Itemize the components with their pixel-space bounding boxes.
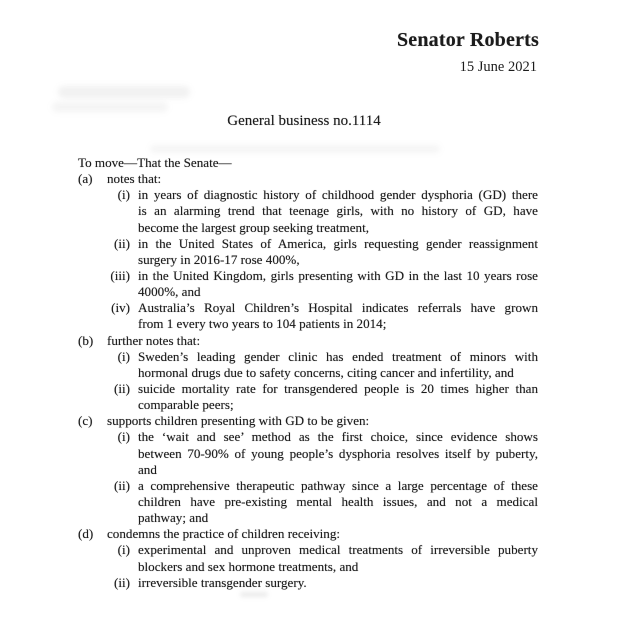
subitem-label: (ii) bbox=[114, 477, 130, 493]
subitem-label: (iii) bbox=[110, 268, 130, 284]
item-content bbox=[107, 526, 538, 591]
text-line: hormonal drugs due to safety concerns, citing cancer and infertility, and bbox=[138, 364, 514, 380]
item-content bbox=[107, 333, 538, 414]
item-content bbox=[107, 413, 538, 526]
text-line: between 70-90% of young people’s dysphoria resolves itself by puberty, bbox=[138, 445, 538, 461]
scan-smudge bbox=[240, 592, 268, 597]
motion-subitem-iv bbox=[107, 300, 538, 332]
item-heading: condemns the practice of children receiving: bbox=[107, 526, 341, 542]
text-line: children have pre-existing mental health issues, and not a medical bbox=[138, 494, 538, 510]
motion-subitem-ii bbox=[107, 236, 538, 268]
subitem-lines bbox=[138, 381, 538, 413]
motion-subitem-i bbox=[107, 349, 538, 381]
subitem-lines bbox=[138, 349, 538, 381]
subitem-label: (iv) bbox=[111, 300, 130, 316]
subitem-label: (i) bbox=[117, 542, 130, 558]
scan-smudge bbox=[58, 86, 190, 98]
item-content bbox=[107, 171, 538, 332]
subitem-lines bbox=[138, 542, 538, 574]
text-line: 4000%, and bbox=[138, 284, 201, 300]
text-line: a comprehensive therapeutic pathway since a large percentage of these bbox=[138, 477, 538, 493]
subitem-label: (ii) bbox=[114, 235, 130, 251]
motion-subitem-i bbox=[107, 429, 538, 477]
subitem-lines bbox=[138, 478, 538, 526]
text-line: and bbox=[138, 461, 157, 477]
scan-smudge bbox=[52, 102, 168, 112]
subitem-label: (i) bbox=[117, 348, 130, 364]
item-heading: supports children presenting with GD to be given: bbox=[107, 413, 370, 429]
subitem-lines bbox=[138, 429, 538, 477]
text-line: experimental and unproven medical treatments of irreversible puberty bbox=[138, 542, 538, 558]
subitem-lines bbox=[138, 187, 538, 235]
subitem-lines bbox=[138, 268, 538, 300]
scan-smudge bbox=[150, 145, 440, 153]
text-line: is an alarming trend that teenage girls, with no history of GD, have bbox=[138, 203, 538, 219]
text-line: in years of diagnostic history of childhood gender dysphoria (GD) there bbox=[138, 187, 538, 203]
text-line: Sweden’s leading gender clinic has ended treatment of minors with bbox=[138, 348, 538, 364]
motion-subitem-i bbox=[107, 542, 538, 574]
motion-item-d bbox=[78, 526, 538, 591]
text-line: in the United States of America, girls requesting gender reassignment bbox=[138, 235, 538, 251]
subitem-label: (i) bbox=[117, 187, 130, 203]
subitem-lines bbox=[138, 575, 538, 591]
text-line: irreversible transgender surgery. bbox=[138, 574, 307, 590]
text-line: Australia’s Royal Children’s Hospital indicates referrals have grown bbox=[138, 300, 538, 316]
business-number: General business no.1114 bbox=[227, 113, 381, 129]
motion-item-b bbox=[78, 333, 538, 414]
subitem-label: (i) bbox=[117, 429, 130, 445]
motion-subitem-iii bbox=[107, 268, 538, 300]
item-label: (b) bbox=[78, 332, 94, 348]
motion-subitem-ii bbox=[107, 478, 538, 526]
motion-subitem-ii bbox=[107, 381, 538, 413]
subitem-lines bbox=[138, 236, 538, 268]
motion-subitem-i bbox=[107, 187, 538, 235]
item-label: (a) bbox=[78, 171, 93, 187]
motion-body bbox=[78, 155, 538, 591]
subitem-label: (ii) bbox=[114, 381, 130, 397]
item-label: (d) bbox=[78, 526, 94, 542]
item-label: (c) bbox=[78, 413, 93, 429]
text-line: comparable peers; bbox=[138, 397, 234, 413]
text-line: surgery in 2016-17 rose 400%, bbox=[138, 251, 300, 267]
text-line: from 1 every two years to 104 patients in 2014; bbox=[138, 316, 387, 332]
motion-list bbox=[78, 171, 538, 591]
motion-subitem-ii bbox=[107, 575, 538, 591]
text-line: suicide mortality rate for transgendered people is 20 times higher than bbox=[138, 381, 538, 397]
subitem-lines bbox=[138, 300, 538, 332]
motion-item-a bbox=[78, 171, 538, 332]
text-line: in the United Kingdom, girls presenting with GD in the last 10 years rose bbox=[138, 268, 538, 284]
item-heading: further notes that: bbox=[107, 332, 201, 348]
text-line: the ‘wait and see’ method as the first choice, since evidence shows bbox=[138, 429, 538, 445]
document-date: 15 June 2021 bbox=[459, 59, 537, 75]
text-line: blockers and sex hormone treatments, and bbox=[138, 558, 359, 574]
document-author: Senator Roberts bbox=[396, 29, 539, 51]
motion-intro: To move—That the Senate— bbox=[78, 155, 232, 170]
item-heading: notes that: bbox=[107, 171, 162, 187]
motion-item-c bbox=[78, 413, 538, 526]
subitem-label: (ii) bbox=[114, 574, 130, 590]
text-line: pathway; and bbox=[138, 510, 209, 526]
text-line: become the largest group seeking treatment, bbox=[138, 219, 370, 235]
